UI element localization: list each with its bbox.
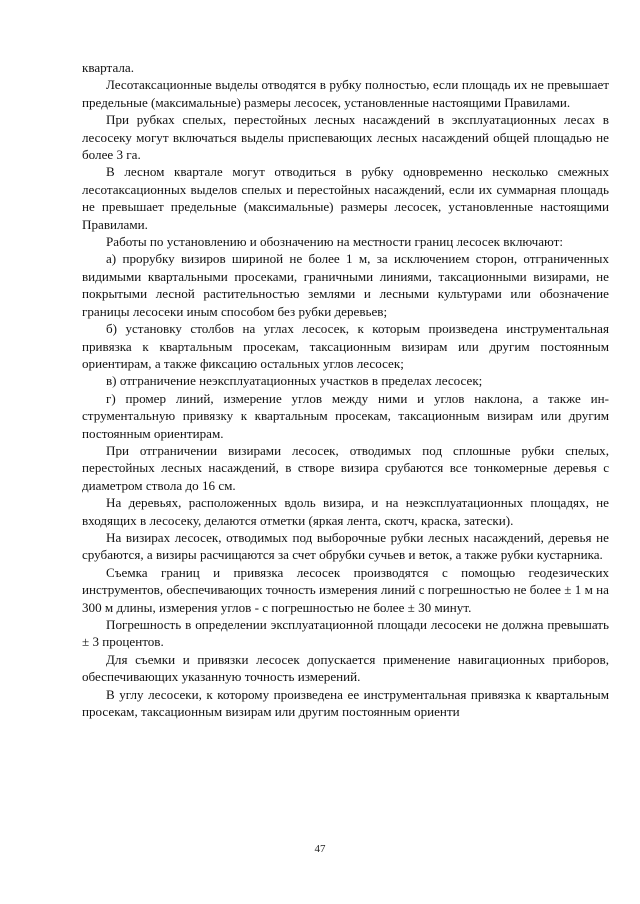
paragraph: Лесотаксационные выделы отводятся в рубку полностью, если площадь их не превышает предельные (максимальные) размеры лесосек, установленные настоящими Правилами.	[82, 77, 609, 110]
paragraph: На визирах лесосек, отводимых под выборочные рубки лесных насаждений, деревья не срубаются, а визиры расчищаются за счет обрубки сучьев и веток, а также рубки кустарника.	[82, 529, 609, 563]
page-number: 47	[314, 843, 326, 855]
list-item-v: в) отграничение неэксплуатационных участков в пределах лесосек;	[106, 373, 483, 389]
body-text	[82, 59, 609, 720]
list-item-a: а) прорубку визиров шириной не более 1 м, за исключением сторон, отграниченных видимыми квартальными просеками, граничными линиями, таксационными визирами, не покрытыми лесной растительностью землями и лесными культурами или обозначение границы лесосеки иным способом без рубки деревьев;	[82, 251, 609, 319]
list-item-b: б) установку столбов на углах лесосек, к которым произведена инструментальная привязка к квартальным просекам, таксационным визирам или другим постоянным ориентирам, а также фиксацию остальных углов лесосек;	[82, 321, 609, 371]
paragraph: Съемка границ и привязка лесосек производятся с помощью геодезических инструментов, обеспечивающих точность измерения линий с погрешностью не более ± 1 м на 300 м длины, измерения углов - с погрешностью не более ± 30 минут.	[82, 564, 609, 615]
paragraph: При отграничении визирами лесосек, отводимых под сплошные рубки спелых, перестойных лесных насаждений, в створе визира срубаются все тонкомерные деревья с диаметром ствола до 16 см.	[82, 442, 609, 493]
paragraph-continuation: квартала.	[82, 60, 134, 75]
list-item-g: г) промер линий, измерение углов между ними и углов наклона, а также инструментальную привязку к квартальным просекам, таксационным визирам или другим постоянным ориентирам.	[82, 390, 609, 441]
paragraph: В углу лесосеки, к которому произведена ее инструментальная привязка к квартальным просекам, таксационным визирам или другим постоянным ориенти	[82, 686, 609, 720]
paragraph: На деревьях, расположенных вдоль визира, и на неэксплуатационных площадях, не входящих в лесосеку, делаются отметки (яркая лента, скотч, краска, затески).	[82, 495, 609, 528]
paragraph: Работы по установлению и обозначению на местности границ лесосек включают:	[106, 234, 564, 250]
paragraph: Для съемки и привязки лесосек допускается применение навигационных приборов, обеспечивающих указанную точность измерений.	[82, 651, 609, 685]
paragraph: При рубках спелых, перестойных лесных насаждений в эксплуатационных лесах в лесосеку могут включаться выделы приспевающих лесных насаждений общей площадью не более 3 га.	[82, 112, 609, 163]
paragraph: Погрешность в определении эксплуатационной площади лесосеки не должна превышать ± 3 процентов.	[82, 617, 609, 650]
paragraph: В лесном квартале могут отводиться в рубку одновременно несколько смежных лесотаксационных выделов спелых и перестойных насаждений, если их суммарная площадь не превышает предельные (максимальные) размеры лесосек, установленные настоящими Правилами.	[82, 164, 609, 232]
